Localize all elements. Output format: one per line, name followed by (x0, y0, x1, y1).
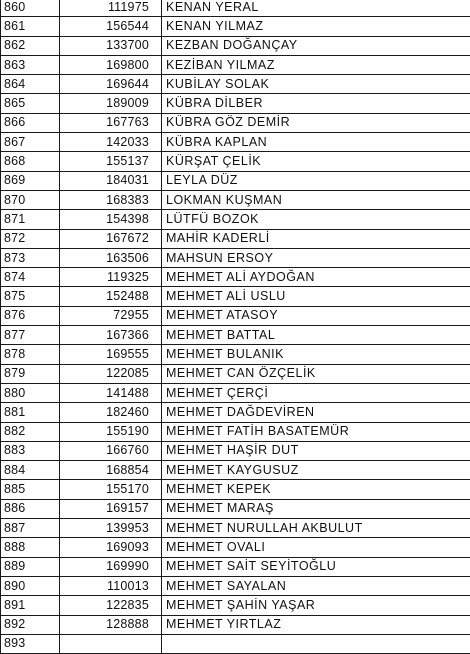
record-id-cell: 169157 (60, 499, 162, 518)
person-name-cell: MEHMET YIRTLAZ (162, 615, 470, 634)
person-name-cell: MEHMET MARAŞ (162, 499, 470, 518)
row-number-cell: 875 (1, 287, 60, 306)
table-row (1, 75, 470, 94)
person-name-cell: MEHMET BULANIK (162, 345, 470, 364)
row-number-cell: 881 (1, 403, 60, 422)
table-row (1, 248, 470, 267)
table-row (1, 634, 470, 653)
person-name-cell: KENAN YILMAZ (162, 17, 470, 36)
record-id-cell: 167763 (60, 113, 162, 132)
table-row (1, 268, 470, 287)
row-number-cell: 872 (1, 229, 60, 248)
record-id-cell: 72955 (60, 306, 162, 325)
table-row (1, 326, 470, 345)
person-name-cell: KUBİLAY SOLAK (162, 75, 470, 94)
row-number-cell: 890 (1, 576, 60, 595)
row-number-cell: 873 (1, 248, 60, 267)
record-id-cell: 169800 (60, 55, 162, 74)
table-row (1, 133, 470, 152)
person-name-cell: KÜBRA GÖZ DEMİR (162, 113, 470, 132)
record-id-cell: 163506 (60, 248, 162, 267)
person-name-cell: KENAN YERAL (162, 0, 470, 17)
row-number-cell: 870 (1, 190, 60, 209)
row-number-cell: 867 (1, 133, 60, 152)
person-name-cell: LOKMAN KUŞMAN (162, 190, 470, 209)
record-id-cell: 184031 (60, 171, 162, 190)
row-number-cell: 883 (1, 441, 60, 460)
table-row (1, 480, 470, 499)
row-number-cell: 885 (1, 480, 60, 499)
record-id-cell: 182460 (60, 403, 162, 422)
person-name-cell: KÜRŞAT ÇELİK (162, 152, 470, 171)
record-id-cell: 156544 (60, 17, 162, 36)
row-number-cell: 869 (1, 171, 60, 190)
table-row (1, 55, 470, 74)
record-id-cell: 155190 (60, 422, 162, 441)
person-name-cell: MAHSUN ERSOY (162, 248, 470, 267)
row-number-cell: 882 (1, 422, 60, 441)
record-id-cell: 168383 (60, 190, 162, 209)
row-number-cell: 880 (1, 383, 60, 402)
person-name-cell: MEHMET ATASOY (162, 306, 470, 325)
row-number-cell: 876 (1, 306, 60, 325)
row-number-cell: 891 (1, 596, 60, 615)
person-name-cell: MEHMET BATTAL (162, 326, 470, 345)
row-number-cell: 893 (1, 634, 60, 653)
row-number-cell: 886 (1, 499, 60, 518)
person-name-cell: MEHMET HAŞİR DUT (162, 441, 470, 460)
record-id-cell: 169644 (60, 75, 162, 94)
row-number-cell: 879 (1, 364, 60, 383)
person-name-cell: MEHMET KAYGUSUZ (162, 461, 470, 480)
record-id-cell: 155137 (60, 152, 162, 171)
table-row (1, 538, 470, 557)
row-number-cell: 865 (1, 94, 60, 113)
record-id-cell: 155170 (60, 480, 162, 499)
row-number-cell: 884 (1, 461, 60, 480)
row-number-cell: 877 (1, 326, 60, 345)
row-number-cell: 887 (1, 519, 60, 538)
row-number-cell: 863 (1, 55, 60, 74)
table-row (1, 422, 470, 441)
table-row (1, 113, 470, 132)
row-number-cell: 861 (1, 17, 60, 36)
record-id-cell: 154398 (60, 210, 162, 229)
table-row (1, 190, 470, 209)
row-number-cell: 888 (1, 538, 60, 557)
table-row (1, 345, 470, 364)
record-id-cell: 141488 (60, 383, 162, 402)
record-id-cell (60, 634, 162, 653)
name-list-body (1, 0, 470, 654)
person-name-cell: MEHMET KEPEK (162, 480, 470, 499)
table-row (1, 171, 470, 190)
person-name-cell: KÜBRA DİLBER (162, 94, 470, 113)
table-row (1, 596, 470, 615)
record-id-cell: 122085 (60, 364, 162, 383)
table-row (1, 0, 470, 17)
table-row (1, 557, 470, 576)
table-row (1, 615, 470, 634)
person-name-cell: LÜTFÜ BOZOK (162, 210, 470, 229)
row-number-cell: 868 (1, 152, 60, 171)
person-name-cell: MEHMET SAİT SEYİTOĞLU (162, 557, 470, 576)
table-row (1, 441, 470, 460)
person-name-cell: MEHMET ALİ AYDOĞAN (162, 268, 470, 287)
person-name-cell: KEZBAN DOĞANÇAY (162, 36, 470, 55)
row-number-cell: 866 (1, 113, 60, 132)
person-name-cell: LEYLA DÜZ (162, 171, 470, 190)
table-row (1, 152, 470, 171)
record-id-cell: 133700 (60, 36, 162, 55)
table-row (1, 461, 470, 480)
record-id-cell: 166760 (60, 441, 162, 460)
record-id-cell: 167672 (60, 229, 162, 248)
table-row (1, 519, 470, 538)
record-id-cell: 152488 (60, 287, 162, 306)
person-name-cell: MEHMET FATİH BASATEMÜR (162, 422, 470, 441)
record-id-cell: 169093 (60, 538, 162, 557)
row-number-cell: 860 (1, 0, 60, 17)
person-name-cell: MEHMET NURULLAH AKBULUT (162, 519, 470, 538)
row-number-cell: 878 (1, 345, 60, 364)
record-id-cell: 189009 (60, 94, 162, 113)
record-id-cell: 122835 (60, 596, 162, 615)
row-number-cell: 871 (1, 210, 60, 229)
table-row (1, 383, 470, 402)
record-id-cell: 128888 (60, 615, 162, 634)
table-row (1, 364, 470, 383)
table-row (1, 229, 470, 248)
person-name-cell: MEHMET SAYALAN (162, 576, 470, 595)
table-row (1, 403, 470, 422)
record-id-cell: 139953 (60, 519, 162, 538)
record-id-cell: 169555 (60, 345, 162, 364)
row-number-cell: 874 (1, 268, 60, 287)
person-name-cell: MAHİR KADERLİ (162, 229, 470, 248)
person-name-cell: MEHMET CAN ÖZÇELİK (162, 364, 470, 383)
person-name-cell: MEHMET ŞAHİN YAŞAR (162, 596, 470, 615)
record-id-cell: 142033 (60, 133, 162, 152)
record-id-cell: 168854 (60, 461, 162, 480)
record-id-cell: 110013 (60, 576, 162, 595)
person-name-cell: MEHMET ÇERÇİ (162, 383, 470, 402)
person-name-cell (162, 634, 470, 653)
table-row (1, 94, 470, 113)
record-id-cell: 119325 (60, 268, 162, 287)
person-name-cell: MEHMET ALİ USLU (162, 287, 470, 306)
table-row (1, 499, 470, 518)
table-row (1, 17, 470, 36)
person-name-cell: KÜBRA KAPLAN (162, 133, 470, 152)
person-name-cell: KEZİBAN YILMAZ (162, 55, 470, 74)
table-row (1, 210, 470, 229)
table-row (1, 36, 470, 55)
record-id-cell: 111975 (60, 0, 162, 17)
row-number-cell: 889 (1, 557, 60, 576)
table-row (1, 306, 470, 325)
table-row (1, 576, 470, 595)
row-number-cell: 892 (1, 615, 60, 634)
record-id-cell: 169990 (60, 557, 162, 576)
person-name-cell: MEHMET DAĞDEVİREN (162, 403, 470, 422)
row-number-cell: 862 (1, 36, 60, 55)
person-name-cell: MEHMET OVALI (162, 538, 470, 557)
record-id-cell: 167366 (60, 326, 162, 345)
row-number-cell: 864 (1, 75, 60, 94)
table-row (1, 287, 470, 306)
